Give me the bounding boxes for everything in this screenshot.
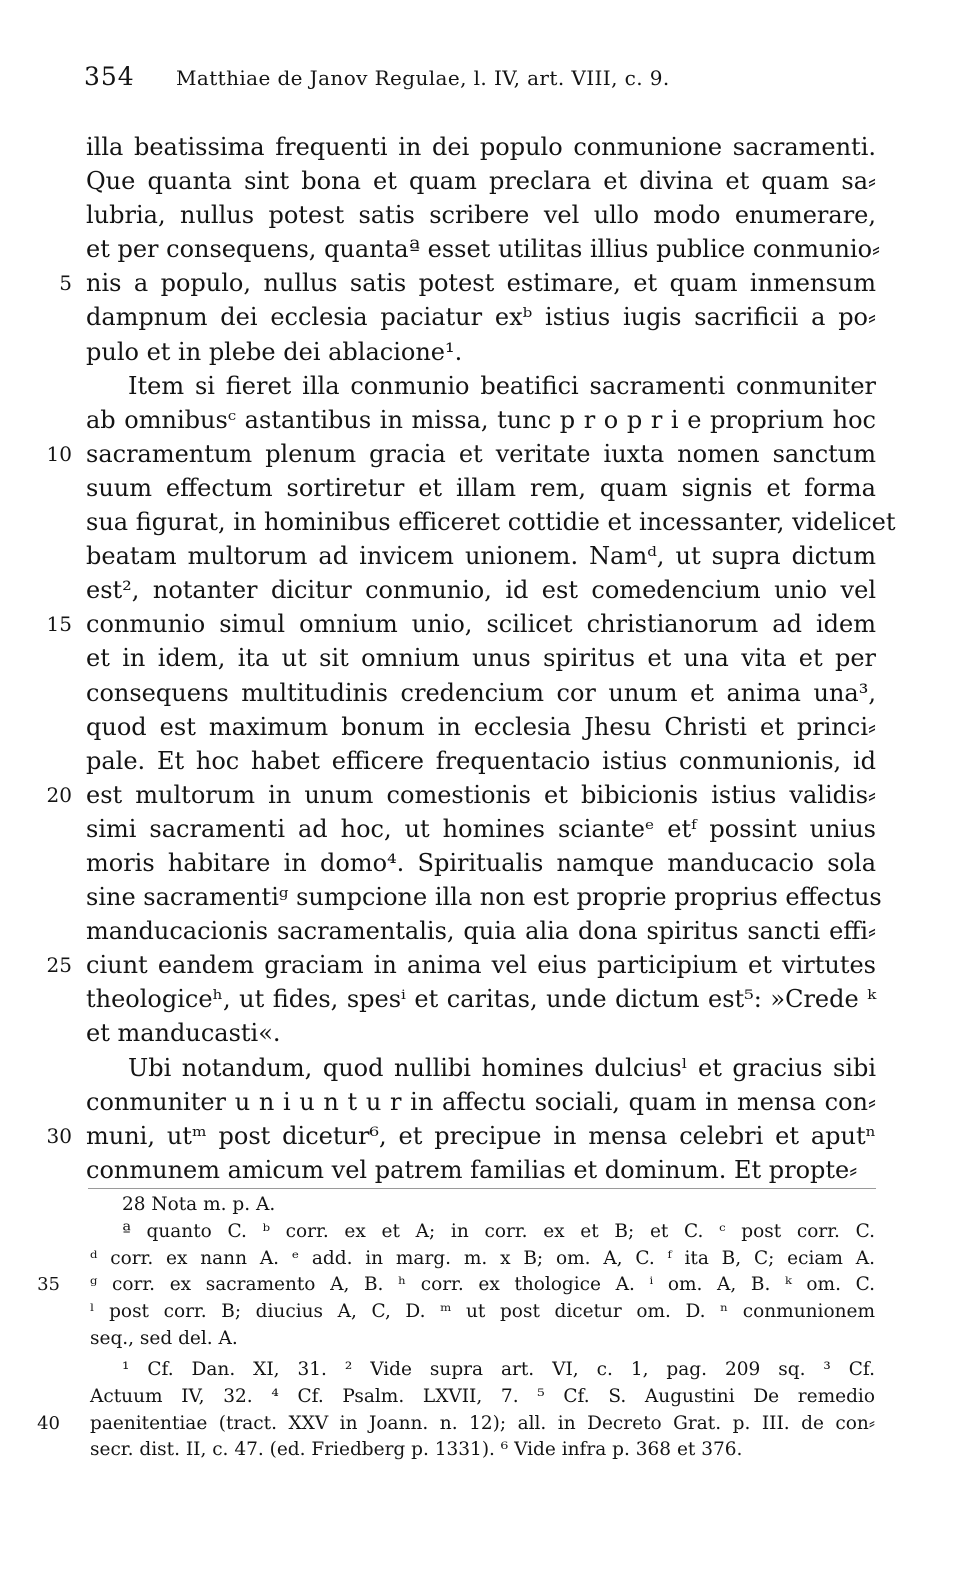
body-text: et manducasti«. <box>86 1019 281 1048</box>
body-text: manducacionis sacramentalis, quia alia dona spiritus sancti effi⸗ <box>86 917 876 946</box>
body-line <box>86 1051 876 1085</box>
body-text: est², notanter dicitur conmunio, id est comedencium unio vel <box>86 576 876 605</box>
body-line <box>86 164 876 198</box>
body-text: Item si fieret illa conmunio beatifici sacramenti conmuniter <box>128 371 876 400</box>
body-line <box>86 676 876 710</box>
apparatus-line <box>90 1246 875 1273</box>
apparatus-text: ˡ post corr. B; diucius A, C, D. ᵐ ut post dicetur om. D. ⁿ conmunionem <box>90 1301 875 1323</box>
body-line <box>46 778 876 812</box>
page-header <box>84 62 784 96</box>
body-text: ab omnibusᶜ astantibus in missa, tunc p r o p r i e proprium hoc <box>86 405 876 434</box>
source-notes <box>37 1357 875 1464</box>
body-line <box>86 710 876 744</box>
body-text: conmuniter u n i u n t u r in affectu sociali, quam in mensa con⸗ <box>86 1087 876 1116</box>
body-line <box>86 300 876 334</box>
body-line <box>59 266 876 300</box>
body-line <box>86 198 876 232</box>
body-line <box>86 1085 876 1119</box>
body-text: illa beatissima frequenti in dei populo conmunione sacramenti. <box>86 133 876 161</box>
source-line <box>37 1411 875 1438</box>
body-text: pulo et in plebe dei ablacione¹. <box>86 337 463 366</box>
body-text: pale. Et hoc habet efficere frequentacio istius conmunionis, id <box>86 746 876 775</box>
body-line <box>86 471 876 505</box>
apparatus-text: 28 Nota m. p. A. <box>122 1194 276 1215</box>
apparatus-text: ª quanto C. ᵇ corr. ex et A; in corr. ex et B; et C. ᶜ post corr. C. <box>122 1220 875 1242</box>
line-number: 20 <box>46 782 72 807</box>
critical-apparatus <box>37 1192 875 1353</box>
apparatus-text: seq., sed del. A. <box>90 1327 238 1349</box>
body-line <box>86 914 876 948</box>
body-text: moris habitare in domo⁴. Spiritualis namque manducacio sola <box>86 848 876 877</box>
body-line <box>86 641 876 675</box>
body-line <box>86 812 876 846</box>
body-text: dampnum dei ecclesia paciatur exᵇ istius iugis sacrificii a po⸗ <box>86 303 876 332</box>
body-text: quod est maximum bonum in ecclesia Jhesu Christi et princi⸗ <box>86 712 876 741</box>
running-title: Matthiae de Janov Regulae, l. IV, art. VIII, c. 9. <box>176 66 670 90</box>
apparatus-text: ᵍ corr. ex sacramento A, B. ʰ corr. ex thologice A. ⁱ om. A, B. ᵏ om. C. <box>90 1274 875 1296</box>
source-text: ¹ Cf. Dan. XI, 31. ² Vide supra art. VI, c. 1, pag. 209 sq. ³ Cf. <box>122 1359 875 1380</box>
body-text: sua figurat, in hominibus efficeret cottidie et incessanter, videlicet <box>86 508 896 537</box>
body-line <box>86 505 896 539</box>
body-line <box>86 232 881 266</box>
line-number: 10 <box>46 441 72 466</box>
body-line <box>86 846 876 880</box>
body-text: et in idem, ita ut sit omnium unus spiritus et una vita et per <box>86 644 876 673</box>
body-line <box>86 880 882 914</box>
body-text: et per consequens, quantaª esset utilitas illius publice conmunio⸗ <box>86 235 881 264</box>
body-line <box>46 948 876 982</box>
page-number: 354 <box>84 62 135 91</box>
main-text <box>46 130 896 1187</box>
apparatus-line <box>90 1326 875 1353</box>
body-line <box>86 1016 876 1050</box>
body-text: conmunio simul omnium unio, scilicet christianorum ad idem <box>86 610 876 639</box>
body-line <box>86 982 876 1016</box>
body-line <box>86 573 876 607</box>
body-line <box>86 1153 876 1187</box>
body-text: sacramentum plenum gracia et veritate iuxta nomen sanctum <box>86 439 876 468</box>
body-line <box>46 607 876 641</box>
body-text: consequens multitudinis credencium cor unum et anima una³, <box>86 678 876 707</box>
body-text: lubria, nullus potest satis scribere vel ullo modo enumerare, <box>86 201 876 230</box>
body-line <box>86 130 876 164</box>
line-number: 15 <box>46 612 72 637</box>
body-text: simi sacramenti ad hoc, ut homines scianteᵉ etᶠ possint unius <box>86 814 876 843</box>
source-line <box>90 1357 875 1384</box>
body-line <box>86 744 876 778</box>
line-number: 5 <box>59 271 72 296</box>
body-line <box>86 403 876 437</box>
body-line <box>86 335 876 369</box>
body-line <box>86 539 876 573</box>
body-text: beatam multorum ad invicem unionem. Namᵈ, ut supra dictum <box>86 542 876 571</box>
source-text: Actuum IV, 32. ⁴ Cf. Psalm. LXVII, 7. ⁵ Cf. S. Augustini De remedio <box>90 1385 875 1407</box>
line-number: 40 <box>37 1412 60 1434</box>
apparatus-line <box>37 1272 875 1299</box>
source-text: paenitentiae (tract. XXV in Joann. n. 12); all. in Decreto Grat. p. III. de con⸗ <box>90 1412 875 1434</box>
body-line <box>86 369 876 403</box>
body-text: Ubi notandum, quod nullibi homines dulciusˡ et gracius sibi <box>128 1053 876 1082</box>
line-number: 30 <box>46 1123 72 1148</box>
apparatus-line <box>90 1192 875 1219</box>
source-line <box>90 1384 875 1411</box>
body-text: Que quanta sint bona et quam preclara et divina et quam sa⸗ <box>86 167 876 196</box>
source-line <box>90 1437 875 1464</box>
body-text: theologiceʰ, ut fides, spesⁱ et caritas, unde dictum est⁵: »Crede ᵏ <box>86 985 876 1014</box>
apparatus-line <box>90 1219 875 1246</box>
footnote-separator <box>88 1188 876 1189</box>
body-text: muni, utᵐ post dicetur⁶, et precipue in mensa celebri et aputⁿ <box>86 1121 876 1150</box>
body-text: nis a populo, nullus satis potest estimare, et quam inmensum <box>86 269 876 298</box>
line-number: 35 <box>37 1274 60 1296</box>
body-text: conmunem amicum vel patrem familias et dominum. Et propte⸗ <box>86 1155 858 1184</box>
apparatus-text: ᵈ corr. ex nann A. ᵉ add. in marg. m. x B; om. A, C. ᶠ ita B, C; eciam A. <box>90 1247 875 1269</box>
body-line <box>46 1119 876 1153</box>
body-text: ciunt eandem graciam in anima vel eius participium et virtutes <box>86 951 876 980</box>
line-number: 25 <box>46 953 72 978</box>
body-text: est multorum in unum comestionis et bibicionis istius validis⸗ <box>86 780 876 809</box>
source-text: secr. dist. II, c. 47. (ed. Friedberg p. 1331). ⁶ Vide infra p. 368 et 376. <box>90 1439 743 1461</box>
apparatus-line <box>90 1299 875 1326</box>
body-text: suum effectum sortiretur et illam rem, quam signis et forma <box>86 473 876 502</box>
body-text: sine sacramentiᵍ sumpcione illa non est proprie proprius effectus <box>86 883 882 912</box>
body-line <box>46 437 876 471</box>
